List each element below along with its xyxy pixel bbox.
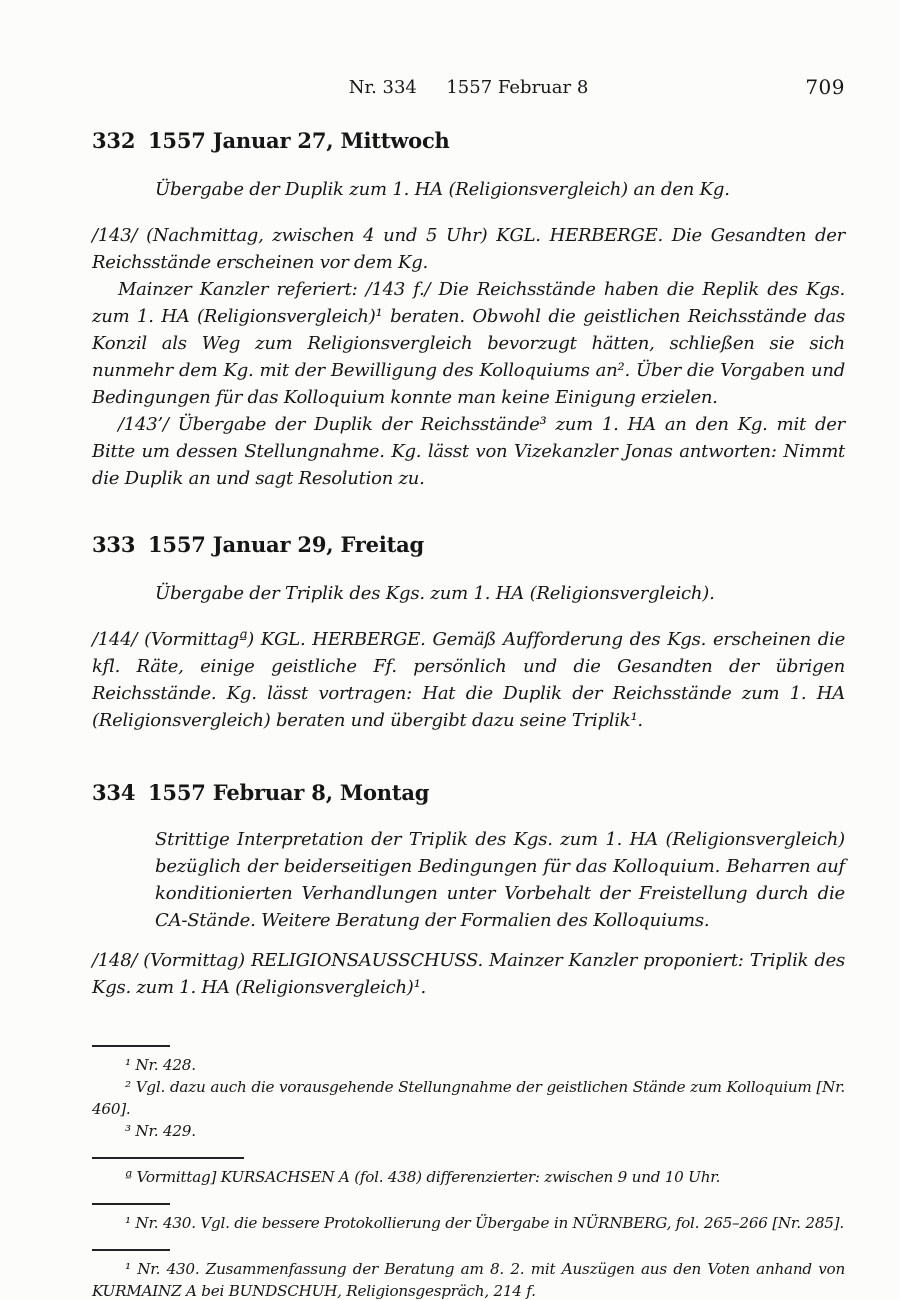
- entry-paragraph: /144/ (Vormittagª) KGL. HERBERGE. Gemäß Aufforderung des Kgs. erscheinen die kfl. Räte, einige geistliche Ff. persönlich und die Gesandten der übrigen Reichsstände. Kg. lässt vortragen: Hat die Duplik der Reichsstände zum 1. HA (Religionsvergleich) beraten und übergibt dazu seine Triplik¹.: [92, 629, 845, 731]
- entry-body: [92, 626, 845, 734]
- footnote-group: [92, 1249, 845, 1300]
- footnote-rule: [92, 1045, 170, 1047]
- footnote-line: ¹ Nr. 428.: [125, 1056, 196, 1074]
- footnote-rule: [92, 1203, 170, 1205]
- footnote-line: ² Vgl. dazu auch die vorausgehende Stellungnahme der geistlichen Stände zum Kolloquium [Nr. 460].: [92, 1078, 845, 1118]
- entry-title: 1557 Januar 27, Mittwoch: [148, 128, 450, 153]
- footnote-line: ¹ Nr. 430. Vgl. die bessere Protokollierung der Übergabe in NÜRNBERG, fol. 265–266 [Nr. 285].: [125, 1214, 844, 1232]
- running-head: [92, 0, 845, 101]
- footnote-group: [92, 1203, 845, 1234]
- entry-title: 1557 Januar 29, Freitag: [148, 532, 424, 557]
- entry-title: 1557 Februar 8, Montag: [148, 780, 430, 805]
- entry-333: [92, 532, 845, 734]
- footnote-rule: [92, 1249, 170, 1251]
- entry-332: [92, 128, 845, 492]
- entry-body: [92, 222, 845, 492]
- entry-summary: Übergabe der Triplik des Kgs. zum 1. HA (Religionsvergleich).: [155, 583, 715, 604]
- footnotes: [92, 1045, 845, 1300]
- entry-paragraph: Mainzer Kanzler referiert: /143 f./ Die Reichsstände haben die Replik des Kgs. zum 1. HA (Religionsvergleich)¹ beraten. Obwohl die geistlichen Reichsstände das Konzil als Weg zum Religionsvergleich bevorzugt hätten, schließen sie sich nunmehr dem Kg. mit der Bewilligung des Kolloquiums an². Über die Vorgaben und Bedingungen für das Kolloquium konnte man keine Einigung erzielen.: [92, 279, 845, 408]
- footnote-line: ª Vormittag] KURSACHSEN A (fol. 438) differenzierter: zwischen 9 und 10 Uhr.: [125, 1168, 721, 1186]
- entry-paragraph: /143’/ Übergabe der Duplik der Reichsstände³ zum 1. HA an den Kg. mit der Bitte um dessen Stellungnahme. Kg. lässt von Vizekanzler Jonas antworten: Nimmt die Duplik an und sagt Resolution zu.: [92, 414, 845, 489]
- running-head-entry: Nr. 334: [348, 77, 417, 98]
- entry-body: [92, 947, 845, 1001]
- entry-summary: Strittige Interpretation der Triplik des Kgs. zum 1. HA (Religionsvergleich) bezüglich der beiderseitigen Bedingungen für das Kolloquium. Beharren auf konditionierten Verhandlungen unter Vorbehalt der Freistellung durch die CA-Stände. Weitere Beratung der Formalien des Kolloquiums.: [155, 829, 845, 931]
- footnote-line: ³ Nr. 429.: [125, 1122, 196, 1140]
- running-head-center: [92, 77, 845, 98]
- entry-heading: [92, 532, 845, 557]
- footnote-group: [92, 1045, 845, 1142]
- entry-paragraph: /143/ (Nachmittag, zwischen 4 und 5 Uhr) KGL. HERBERGE. Die Gesandten der Reichsstände erscheinen vor dem Kg.: [92, 225, 845, 273]
- footnote-line: ¹ Nr. 430. Zusammenfassung der Beratung am 8. 2. mit Auszügen aus den Voten anhand von KURMAINZ A bei BUNDSCHUH, Religionsgespräch, 214 f.: [92, 1260, 845, 1300]
- entry-number: 333: [92, 532, 136, 557]
- entry-334: [92, 780, 845, 1001]
- entry-heading: [92, 780, 845, 805]
- footnote-group: [92, 1157, 845, 1188]
- footnote-rule: [92, 1157, 244, 1159]
- entry-paragraph: /148/ (Vormittag) RELIGIONSAUSSCHUSS. Mainzer Kanzler proponiert: Triplik des Kgs. zum 1. HA (Religionsvergleich)¹.: [92, 950, 845, 998]
- entry-summary: Übergabe der Duplik zum 1. HA (Religionsvergleich) an den Kg.: [155, 179, 730, 200]
- entry-heading: [92, 128, 845, 153]
- entry-number: 332: [92, 128, 136, 153]
- page-number: 709: [805, 75, 845, 99]
- running-head-date: 1557 Februar 8: [446, 77, 589, 98]
- entry-number: 334: [92, 780, 136, 805]
